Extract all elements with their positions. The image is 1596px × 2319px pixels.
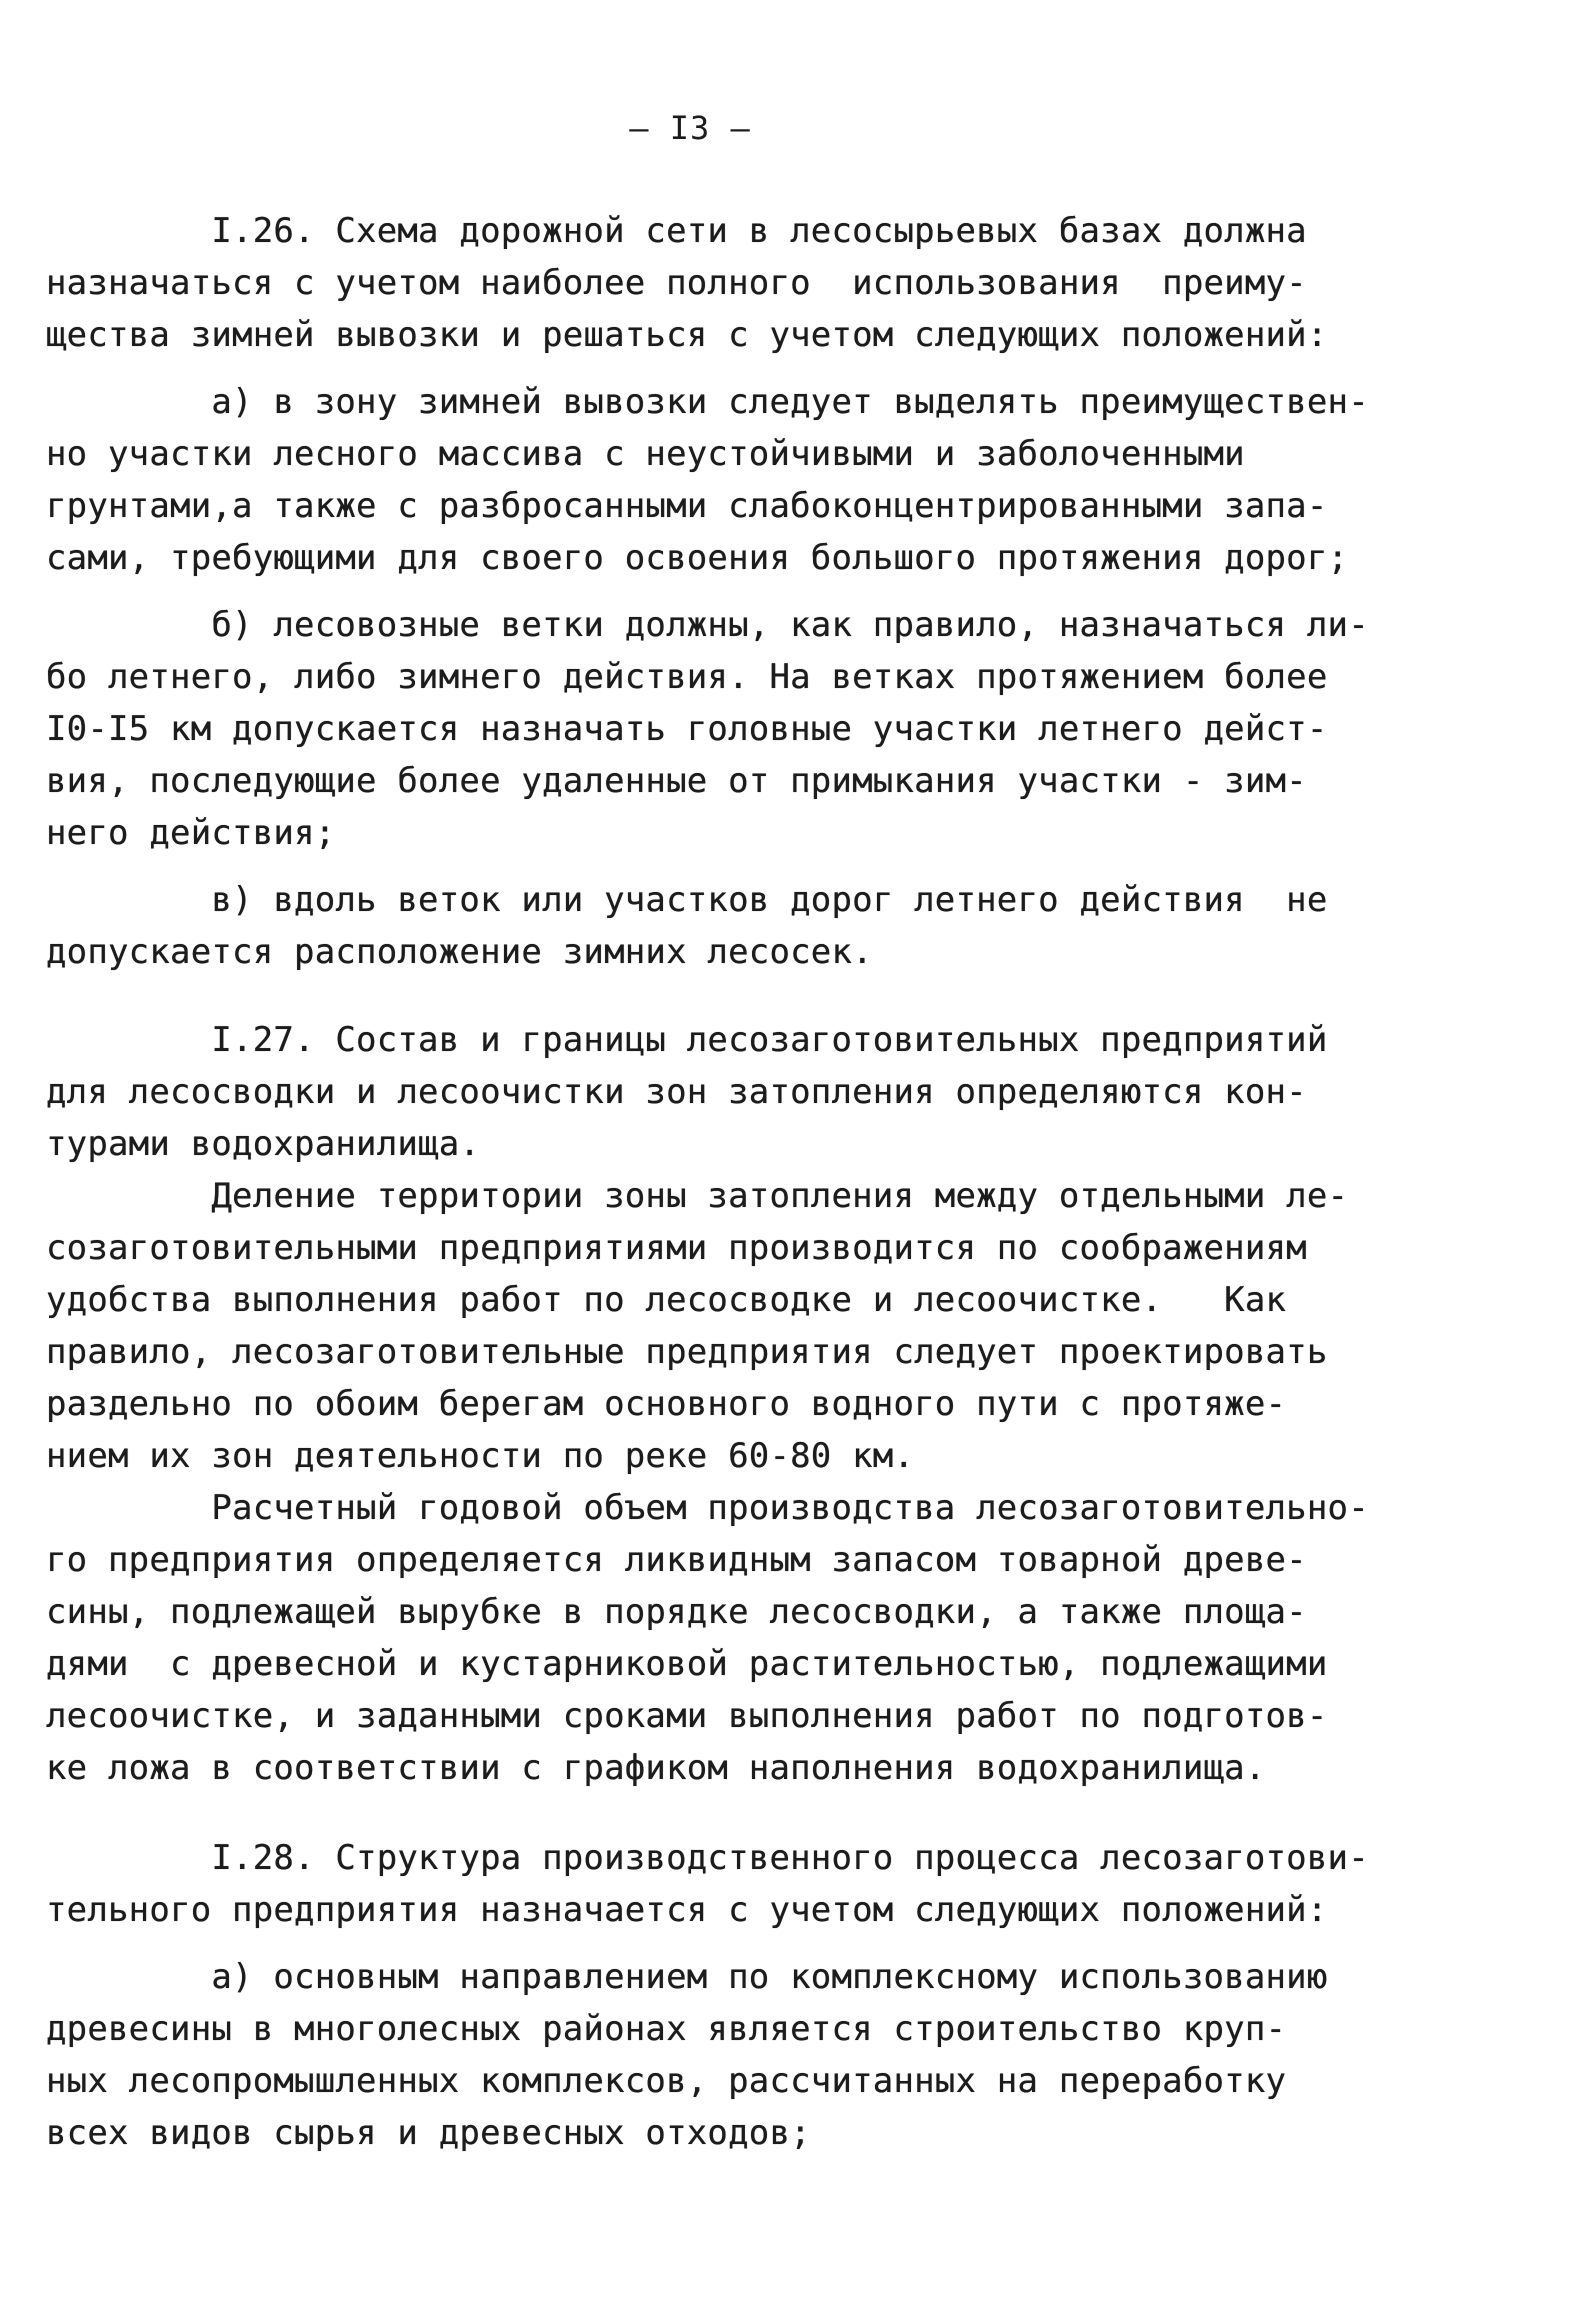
text-line: в) вдоль веток или участков дорог летнего действия не [46,880,1328,920]
text-line: всех видов сырья и древесных отходов; [46,2113,811,2153]
text-line: сины, подлежащей вырубке в порядке лесосводки, а также площа- [46,1592,1307,1632]
text-line: для лесосводки и лесоочистки зон затопления определяются кон- [46,1072,1307,1112]
text-line: лесоочистке, и заданными сроками выполнения работ по подготов- [46,1696,1328,1736]
text-line: сами, требующими для своего освоения большого протяжения дорог; [46,538,1349,578]
text-line: удобства выполнения работ по лесосводке и лесоочистке. Как [46,1280,1287,1320]
text-line: б) лесовозные ветки должны, как правило, назначаться ли- [46,605,1369,645]
text-line: а) в зону зимней вывозки следует выделять преимуществен- [46,382,1369,422]
text-line: го предприятия определяется ликвидным запасом товарной древе- [46,1540,1307,1580]
text-line: назначаться с учетом наиболее полного использования преиму- [46,263,1307,303]
text-line: щества зимней вывозки и решаться с учетом следующих положений: [46,315,1328,355]
text-line: нием их зон деятельности по реке 60-80 км. [46,1436,915,1476]
text-line: дями с древесной и кустарниковой растительностью, подлежащими [46,1644,1328,1684]
text-line: тельного предприятия назначается с учетом следующих положений: [46,1890,1328,1930]
text-line: грунтами,а также с разбросанными слабоконцентрированными запа- [46,486,1328,526]
text-line: него действия; [46,813,336,853]
text-line: бо летнего, либо зимнего действия. На ветках протяжением более [46,657,1328,697]
text-line: I.27. Состав и границы лесозаготовительных предприятий [46,1020,1328,1060]
text-line: древесины в многолесных районах является строительство круп- [46,2009,1287,2049]
text-line: I0-I5 км допускается назначать головные участки летнего дейст- [46,709,1328,749]
text-line: I.26. Схема дорожной сети в лесосырьевых базах должна [46,211,1307,251]
text-line: Расчетный годовой объем производства лесозаготовительно- [46,1488,1369,1528]
text-line: но участки лесного массива с неустойчивыми и заболоченными [46,434,1245,474]
text-line: а) основным направлением по комплексному использованию [46,1957,1328,1997]
text-line: I.28. Структура производственного процесса лесозаготови- [46,1838,1369,1878]
text-line: раздельно по обоим берегам основного водного пути с протяже- [46,1384,1287,1424]
text-line: Деление территории зоны затопления между отдельными ле- [46,1176,1349,1216]
text-line: ке ложа в соответствии с графиком наполнения водохранилища. [46,1748,1266,1788]
page-number: — I3 — [629,109,751,147]
text-line: турами водохранилища. [46,1124,481,1164]
text-line: созаготовительными предприятиями производится по соображениям [46,1228,1307,1268]
text-line: вия, последующие более удаленные от примыкания участки - зим- [46,761,1307,801]
text-line: ных лесопромышленных комплексов, рассчитанных на переработку [46,2061,1287,2101]
text-line: допускается расположение зимних лесосек. [46,932,873,972]
text-line: правило, лесозаготовительные предприятия следует проектировать [46,1332,1328,1372]
